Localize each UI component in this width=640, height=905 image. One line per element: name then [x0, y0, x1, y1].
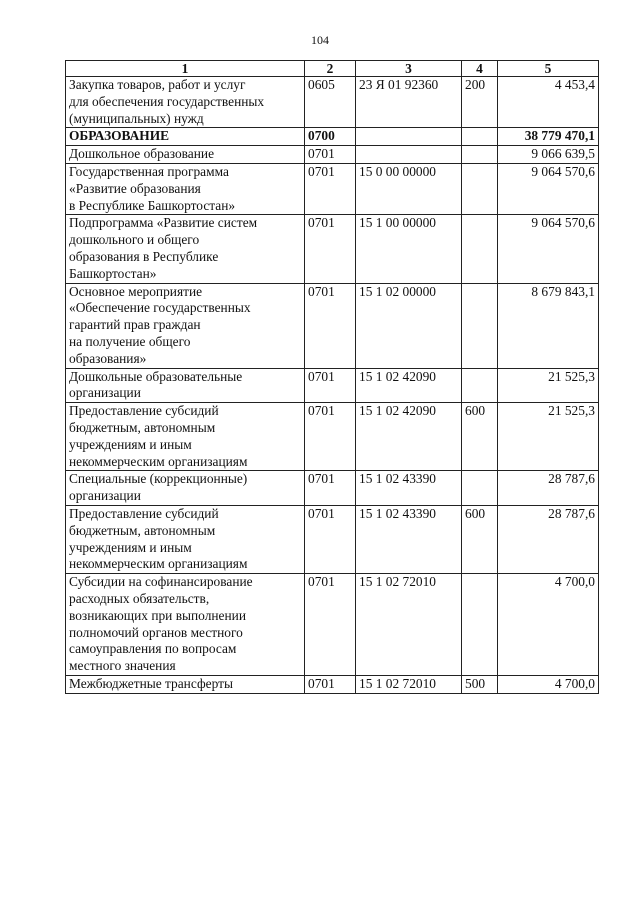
row-name-line: Подпрограмма «Развитие систем: [69, 215, 258, 231]
target-code-cell: [356, 128, 462, 146]
row-name-line: образования»: [69, 350, 147, 366]
section-cell: 0700: [305, 128, 356, 146]
section-cell: 0701: [305, 403, 356, 471]
row-name-line: Субсидии на софинансирование: [69, 574, 253, 590]
row-name-line: некоммерческим организациям: [69, 453, 248, 469]
amount-cell: 4 700,0: [498, 675, 599, 693]
amount-cell: 9 064 570,6: [498, 215, 599, 283]
row-name-line: ОБРАЗОВАНИЕ: [69, 128, 170, 144]
table-row: [66, 163, 599, 214]
expense-type-cell: [462, 471, 498, 506]
column-header: 2: [305, 61, 356, 77]
row-name-line: полномочий органов местного: [69, 624, 243, 640]
row-name-cell: [66, 163, 305, 214]
section-cell: 0701: [305, 574, 356, 676]
amount-cell: 9 066 639,5: [498, 146, 599, 164]
row-name-line: учреждениям и иным: [69, 436, 192, 452]
table-row: [66, 368, 599, 403]
row-name-line: бюджетным, автономным: [69, 522, 216, 538]
amount-cell: 4 700,0: [498, 574, 599, 676]
row-name-line: образования в Республике: [69, 248, 219, 264]
page-number: 104: [311, 33, 329, 47]
row-name-cell: [66, 77, 305, 128]
row-name-line: в Республике Башкортостан»: [69, 197, 236, 213]
section-cell: 0605: [305, 77, 356, 128]
row-name-cell: [66, 403, 305, 471]
table-row: [66, 505, 599, 573]
row-name-line: Башкортостан»: [69, 265, 157, 281]
amount-cell: 21 525,3: [498, 403, 599, 471]
expense-type-cell: 200: [462, 77, 498, 128]
amount-cell: 8 679 843,1: [498, 283, 599, 368]
target-code-cell: 15 1 02 00000: [356, 283, 462, 368]
row-name-line: бюджетным, автономным: [69, 419, 216, 435]
target-code-cell: 15 1 02 42090: [356, 368, 462, 403]
table-row: [66, 283, 599, 368]
table-row: [66, 77, 599, 128]
section-cell: 0701: [305, 675, 356, 693]
expense-type-cell: [462, 215, 498, 283]
table-row: [66, 128, 599, 146]
row-name-line: возникающих при выполнении: [69, 607, 246, 623]
column-header: 3: [356, 61, 462, 77]
section-cell: 0701: [305, 163, 356, 214]
row-name-cell: [66, 128, 305, 146]
row-name-line: «Обеспечение государственных: [69, 300, 251, 316]
expense-type-cell: [462, 128, 498, 146]
target-code-cell: 15 1 02 42090: [356, 403, 462, 471]
target-code-cell: 15 1 02 43390: [356, 505, 462, 573]
row-name-line: расходных обязательств,: [69, 590, 210, 606]
amount-cell: 38 779 470,1: [498, 128, 599, 146]
row-name-line: некоммерческим организациям: [69, 556, 248, 572]
row-name-line: организации: [69, 385, 141, 401]
row-name-line: Закупка товаров, работ и услуг: [69, 77, 246, 92]
section-cell: 0701: [305, 471, 356, 506]
row-name-line: гарантий прав граждан: [69, 317, 201, 333]
expense-type-cell: [462, 146, 498, 164]
row-name-cell: [66, 368, 305, 403]
section-cell: 0701: [305, 146, 356, 164]
amount-cell: 21 525,3: [498, 368, 599, 403]
row-name-line: (муниципальных) нужд: [69, 110, 204, 126]
target-code-cell: 15 1 02 72010: [356, 574, 462, 676]
amount-cell: 28 787,6: [498, 471, 599, 506]
column-header: 4: [462, 61, 498, 77]
target-code-cell: 15 1 00 00000: [356, 215, 462, 283]
target-code-cell: 23 Я 01 92360: [356, 77, 462, 128]
row-name-cell: [66, 215, 305, 283]
target-code-cell: 15 0 00 00000: [356, 163, 462, 214]
row-name-line: дошкольного и общего: [69, 232, 200, 248]
table-body: [66, 77, 599, 694]
target-code-cell: 15 1 02 72010: [356, 675, 462, 693]
table-header-row: [66, 61, 599, 77]
target-code-cell: 15 1 02 43390: [356, 471, 462, 506]
row-name-line: Дошкольное образование: [69, 146, 215, 162]
expense-type-cell: 500: [462, 675, 498, 693]
row-name-cell: [66, 146, 305, 164]
row-name-line: «Развитие образования: [69, 180, 201, 196]
row-name-cell: [66, 574, 305, 676]
row-name-line: Основное мероприятие: [69, 283, 203, 299]
column-header: 5: [498, 61, 599, 77]
row-name-line: местного значения: [69, 658, 176, 674]
section-cell: 0701: [305, 283, 356, 368]
table-row: [66, 675, 599, 693]
expense-type-cell: 600: [462, 505, 498, 573]
column-header: 1: [66, 61, 305, 77]
row-name-line: учреждениям и иным: [69, 539, 192, 555]
row-name-line: Межбюджетные трансферты: [69, 675, 233, 691]
row-name-cell: [66, 505, 305, 573]
row-name-line: организации: [69, 488, 141, 504]
table-row: [66, 403, 599, 471]
table-row: [66, 146, 599, 164]
table-row: [66, 574, 599, 676]
row-name-line: Предоставление субсидий: [69, 505, 219, 521]
row-name-cell: [66, 675, 305, 693]
table-row: [66, 215, 599, 283]
expense-type-cell: [462, 368, 498, 403]
row-name-line: Дошкольные образовательные: [69, 368, 243, 384]
amount-cell: 28 787,6: [498, 505, 599, 573]
amount-cell: 9 064 570,6: [498, 163, 599, 214]
row-name-cell: [66, 471, 305, 506]
expense-type-cell: [462, 163, 498, 214]
row-name-cell: [66, 283, 305, 368]
section-cell: 0701: [305, 505, 356, 573]
row-name-line: Государственная программа: [69, 163, 229, 179]
row-name-line: для обеспечения государственных: [69, 93, 265, 109]
table-row: [66, 471, 599, 506]
section-cell: 0701: [305, 215, 356, 283]
budget-table: [65, 60, 599, 694]
expense-type-cell: [462, 574, 498, 676]
row-name-line: на получение общего: [69, 333, 191, 349]
target-code-cell: [356, 146, 462, 164]
section-cell: 0701: [305, 368, 356, 403]
row-name-line: Предоставление субсидий: [69, 403, 219, 419]
expense-type-cell: 600: [462, 403, 498, 471]
amount-cell: 4 453,4: [498, 77, 599, 128]
row-name-line: Специальные (коррекционные): [69, 471, 248, 487]
expense-type-cell: [462, 283, 498, 368]
row-name-line: самоуправления по вопросам: [69, 641, 237, 657]
